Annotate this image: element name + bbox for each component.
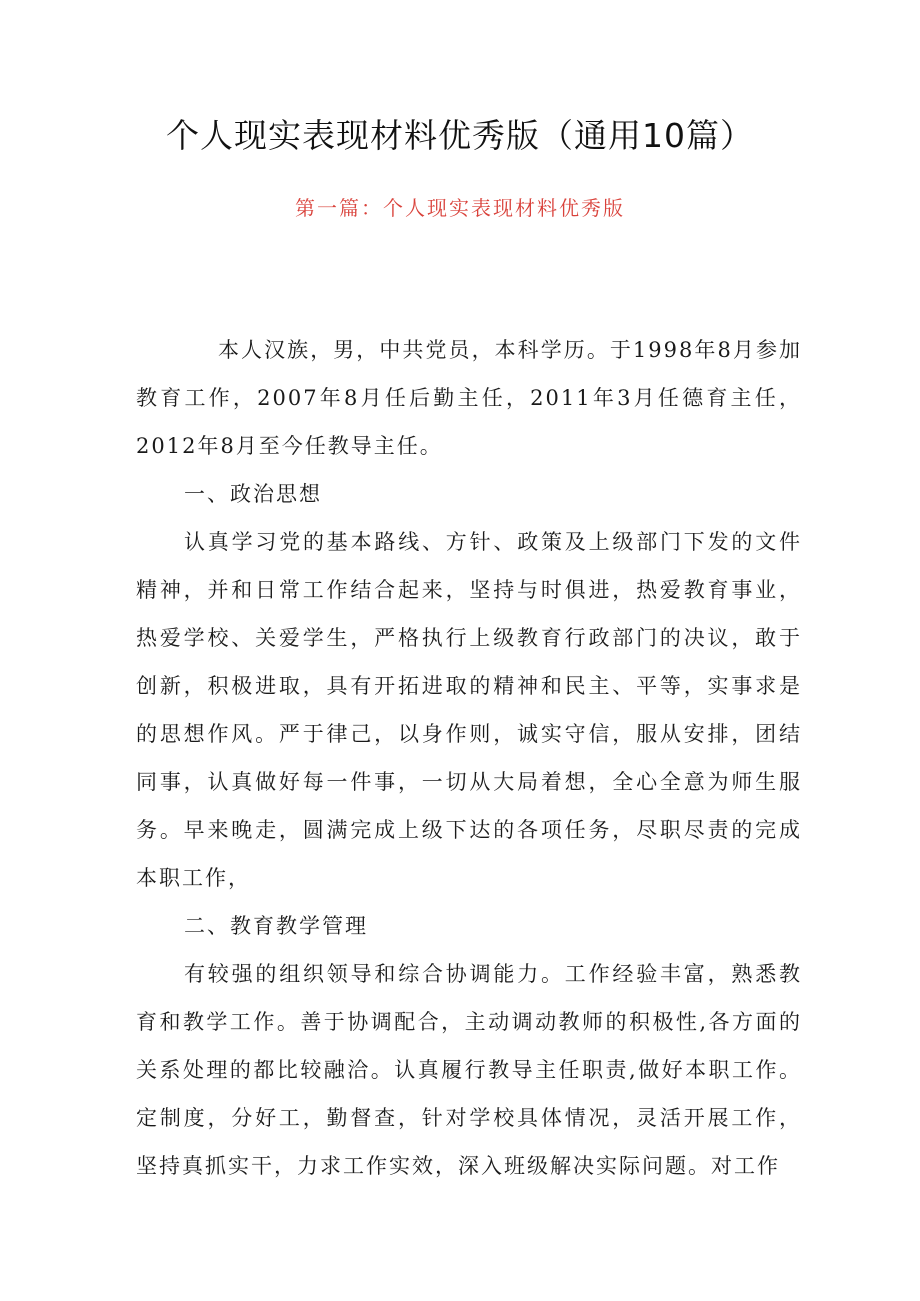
page-title: 个人现实表现材料优秀版（通用10篇） xyxy=(166,116,754,155)
paragraph-politics: 认真学习党的基本路线、方针、政策及上级部门下发的文件精神，并和日常工作结合起来，坚持与时俱进，热爱教育事业，热爱学校、关爱学生，严格执行上级教育行政部门的决议，敢于创新，积极进取，具有开拓进取的精神和民主、平等，实事求是的思想作风。严于律己，以身作则，诚实守信，服从安排，团结同事，认真做好每一件事，一切从大局着想，全心全意为师生服务。早来晚走，圆满完成上级下达的各项任务，尽职尽责的完成本职工作， xyxy=(136,530,802,890)
document-body xyxy=(136,326,802,1190)
section-subtitle: 第一篇：个人现实表现材料优秀版 xyxy=(295,196,625,220)
paragraph-intro: 本人汉族，男，中共党员，本科学历。于1998年8月参加教育工作，2007年8月任后勤主任，2011年3月任德育主任，2012年8月至今任教导主任。 xyxy=(136,338,802,458)
section-heading-politics: 一、政治思想 xyxy=(184,482,322,506)
paragraph-teaching: 有较强的组织领导和综合协调能力。工作经验丰富，熟悉教育和教学工作。善于协调配合，主动调动教师的积极性,各方面的关系处理的都比较融洽。认真履行教导主任职责,做好本职工作。定制度，分好工，勤督查，针对学校具体情况，灵活开展工作，坚持真抓实干，力求工作实效，深入班级解决实际问题。对工作 xyxy=(136,962,802,1178)
section-heading-teaching: 二、教育教学管理 xyxy=(184,914,368,938)
